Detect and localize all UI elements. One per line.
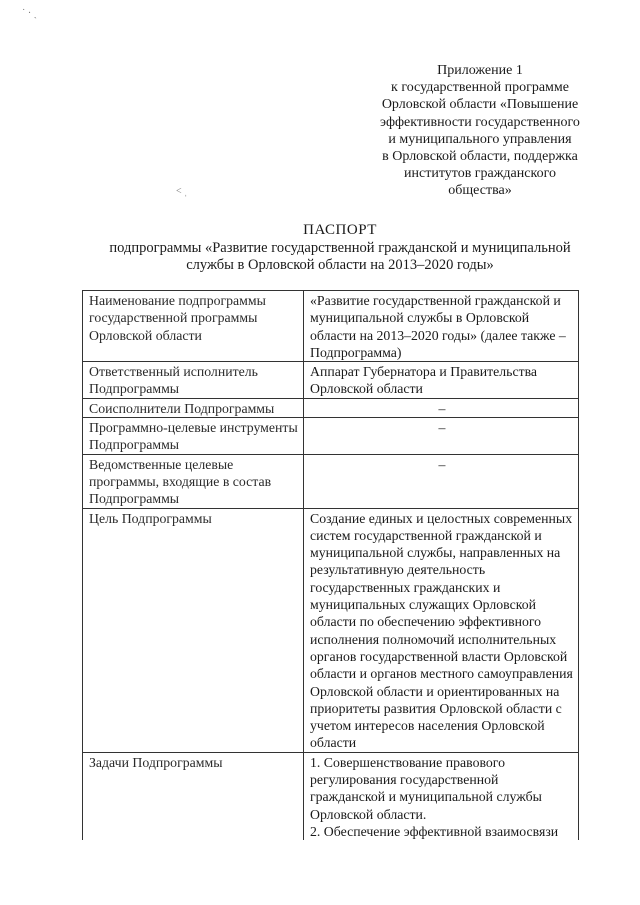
row-label: Программно-целевые инструменты Подпрограммы [83, 418, 304, 455]
row-value: – [304, 418, 579, 455]
appendix-line: Орловской области «Повышение [381, 97, 579, 113]
table-row [83, 454, 579, 508]
title-subtitle-line: подпрограммы «Развитие государственной гражданской и муниципальной [109, 240, 571, 256]
table-row [83, 398, 579, 417]
table-row [83, 752, 579, 840]
row-label: Ответственный исполнитель Подпрограммы [83, 362, 304, 399]
row-label: Наименование подпрограммы государственной программы Орловской области [83, 291, 304, 362]
row-label: Цель Подпрограммы [83, 508, 304, 752]
passport-table [82, 290, 579, 840]
row-label: Соисполнители Подпрограммы [83, 398, 304, 417]
table-row [83, 291, 579, 362]
title-main: ПАСПОРТ [303, 222, 377, 238]
appendix-line: в Орловской области, поддержка [382, 149, 578, 165]
row-value: Аппарат Губернатора и Правительства Орловской области [304, 362, 579, 399]
appendix-line: к государственной программе [391, 80, 569, 96]
appendix-line: институтов гражданского [404, 166, 556, 182]
row-value: – [304, 454, 579, 508]
row-value: Создание единых и целостных современных систем государственной гражданской и муниципальной службы, направленных на результативную деятельность государственных гражданских и муниципальных служащих Орловской области по обеспечению эффективного исполнения полномочий исполнительных органов государственной власти Орловской области и органов местного самоуправления Орловской области и ориентированных на приоритеты развития Орловской области с учетом интересов населения Орловской области [304, 508, 579, 752]
title-subtitle-line: службы в Орловской области на 2013–2020 годы» [186, 257, 494, 273]
row-value: – [304, 398, 579, 417]
row-label: Ведомственные целевые программы, входящие в состав Подпрограммы [83, 454, 304, 508]
appendix-line: общества» [448, 183, 512, 199]
document-title [60, 222, 620, 274]
table-row [83, 362, 579, 399]
appendix-line: эффективности государственного [380, 114, 580, 130]
table-row [83, 508, 579, 752]
scan-speck: ˙ · ˎ [22, 8, 37, 19]
appendix-line: и муниципального управления [388, 131, 572, 147]
row-label: Задачи Подпрограммы [83, 752, 304, 840]
appendix-line: Приложение 1 [437, 63, 523, 78]
row-value: «Развитие государственной гражданской и муниципальной службы в Орловской области на 2013–2020 годы» (далее также – Подпрограмма) [304, 291, 579, 362]
task-item: 2. Обеспечение эффективной взаимосвязи [310, 823, 559, 839]
row-value [304, 752, 579, 840]
appendix-header [360, 62, 600, 200]
scan-speck: ˂ ˌ [176, 186, 188, 197]
task-item: 1. Совершенствование правового регулирования государственной гражданской и муниципальной службы Орловской области. [310, 754, 542, 822]
table-row [83, 418, 579, 455]
